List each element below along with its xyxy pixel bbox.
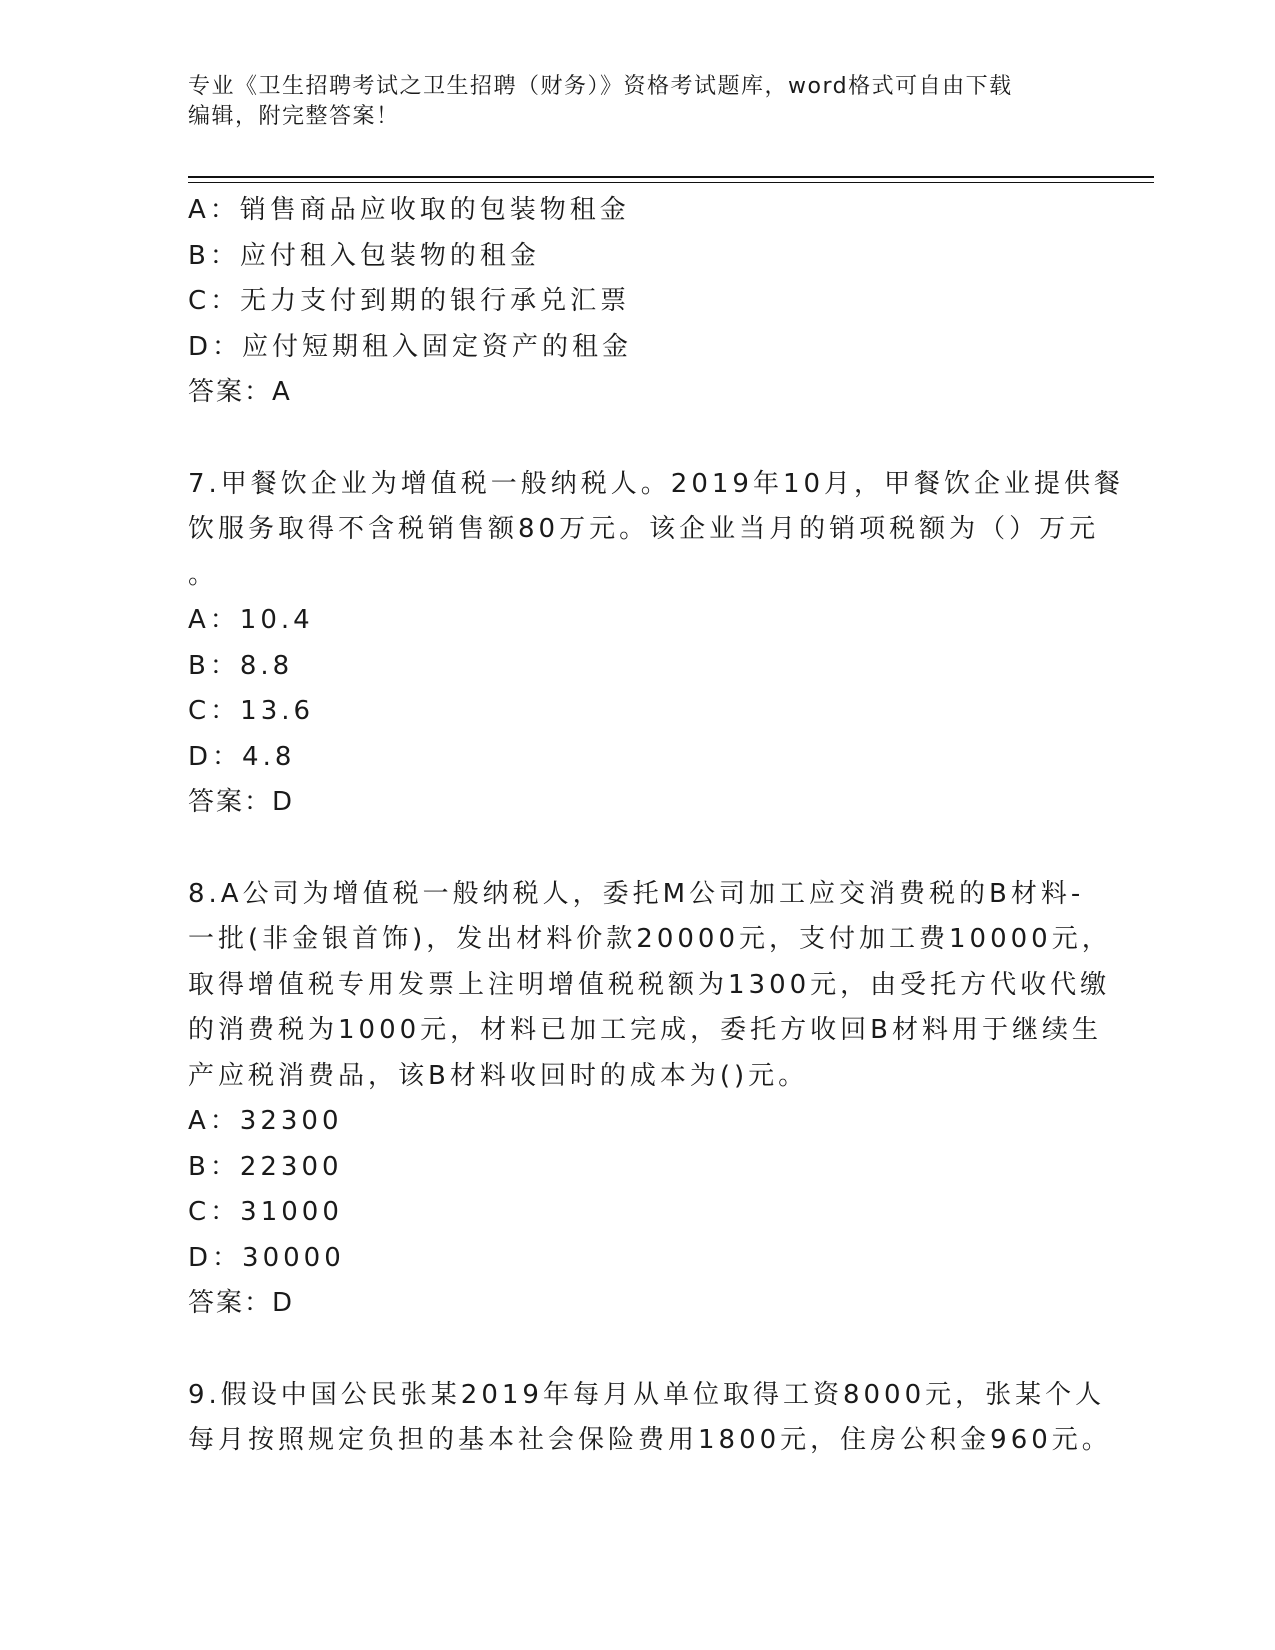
question-stem-line: 取得增值税专用发票上注明增值税税额为1300元，由受托方代收代缴 [188,969,1111,1000]
question-stem-line: 一批(非金银首饰)，发出材料价款20000元，支付加工费10000元， [188,924,1112,954]
question-7 [188,462,1125,826]
question-list [188,188,1125,1464]
answer-line: 答案：A [188,377,292,407]
option-a: A：32300 [188,1106,343,1136]
header-rule-thick [188,176,1154,178]
answer-line: 答案：D [188,1288,295,1318]
answer-line: 答案：D [188,787,295,817]
question-8 [188,872,1112,1327]
document-header [188,72,1088,132]
option-c: C：无力支付到期的银行承兑汇票 [188,286,631,316]
option-b: B：22300 [188,1151,343,1182]
question-stem-line: 9.假设中国公民张某2019年每月从单位取得工资8000元，张某个人 [188,1379,1106,1410]
option-b: B：8.8 [188,650,294,681]
header-line-2: 编辑，附完整答案！ [188,104,400,129]
option-d: D：30000 [188,1242,345,1273]
question-stem-line: 。 [188,559,219,590]
question-6 [188,188,1088,416]
header-rule-thin [188,182,1154,183]
option-c: C：31000 [188,1197,343,1227]
option-a: A：10.4 [188,605,314,635]
option-a: A：销售商品应收取的包装物租金 [188,195,630,225]
option-d: D：应付短期租入固定资产的租金 [188,331,633,362]
question-stem-line: 每月按照规定负担的基本社会保险费用1800元，住房公积金960元。 [188,1425,1112,1455]
option-b: B：应付租入包装物的租金 [188,240,540,271]
question-stem-line: 产应税消费品，该B材料收回时的成本为()元。 [188,1060,809,1091]
option-d: D：4.8 [188,741,296,772]
question-stem-line: 8.A公司为增值税一般纳税人，委托M公司加工应交消费税的B材料- [188,878,1085,909]
question-stem-line: 7.甲餐饮企业为增值税一般纳税人。2019年10月，甲餐饮企业提供餐 [188,468,1125,499]
question-stem-line: 的消费税为1000元，材料已加工完成，委托方收回B材料用于继续生 [188,1015,1103,1045]
question-stem-line: 饮服务取得不含税销售额80万元。该企业当月的销项税额为（）万元 [188,514,1100,544]
header-line-1: 专业《卫生招聘考试之卫生招聘（财务）》资格考试题库，word格式可自由下载 [188,74,1013,99]
question-9 [188,1373,1112,1464]
option-c: C：13.6 [188,696,315,726]
